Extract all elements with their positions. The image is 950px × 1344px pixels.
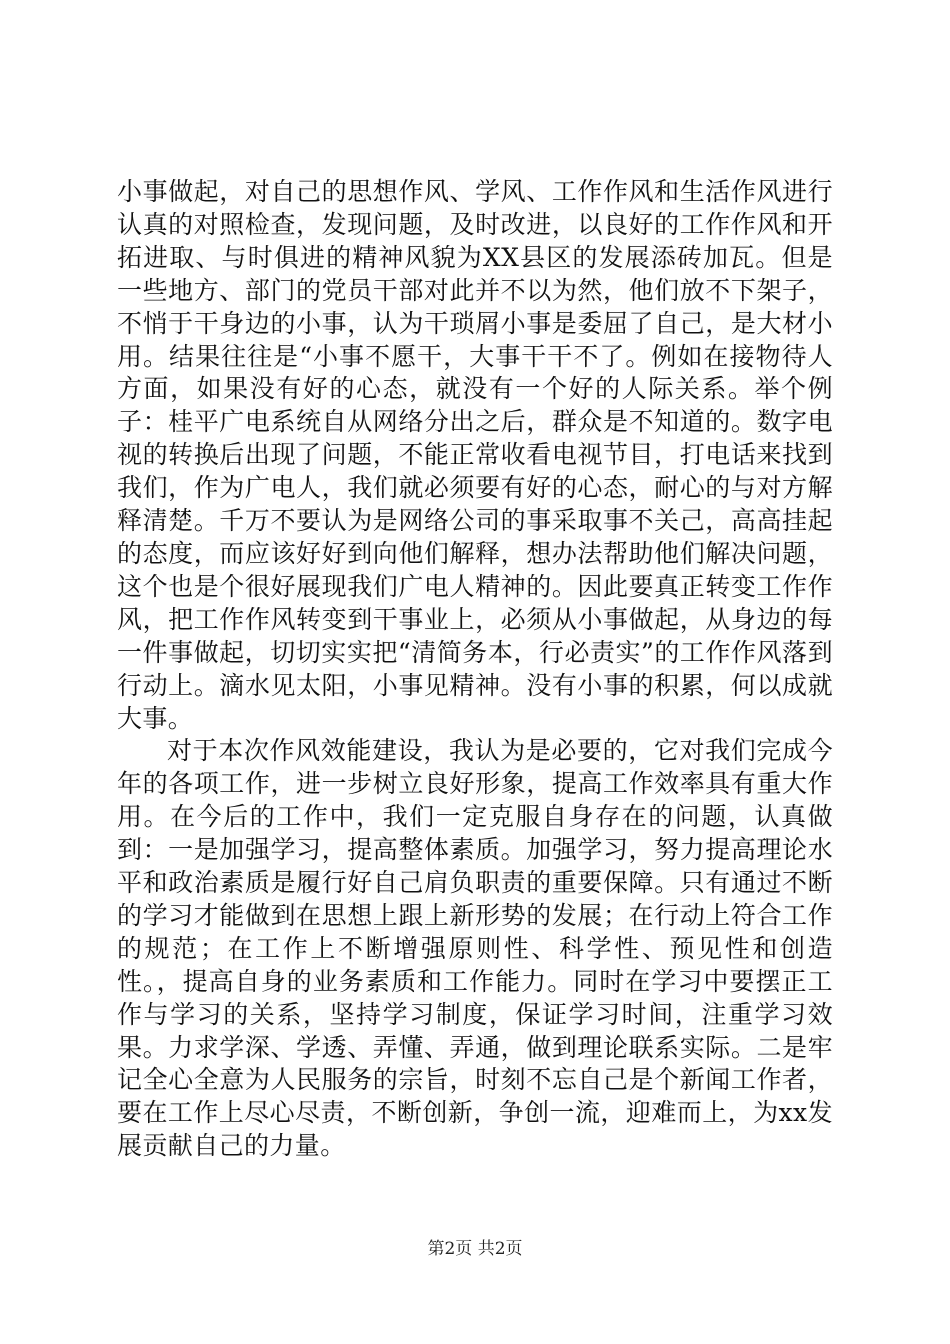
paragraph-work-style: 对于本次作风效能建设，我认为是必要的，它对我们完成今年的各项工作，进一步树立良好形象，提高工作效率具有重大作用。在今后的工作中，我们一定克服自身存在的问题，认真做到：一是加强学习，提高整体素质。加强学习，努力提高理论水平和政治素质是履行好自己肩负职责的重要保障。只有通过不断的学习才能做到在思想上跟上新形势的发展；在行动上符合工作的规范；在工作上不断增强原则性、科学性、预见性和创造性。，提高自身的业务素质和工作能力。同时在学习中要摆正工作与学习的关系，坚持学习制度，保证学习时间，注重学习效果。力求学深、学透、弄懂、弄通，做到理论联系实际。二是牢记全心全意为人民服务的宗旨，时刻不忘自己是个新闻工作者，要在工作上尽心尽责，不断创新，争创一流，迎难而上，为xx发展贡献自己的力量。 [117,736,833,1161]
document-body [117,176,833,1163]
paragraph-continuation: 小事做起，对自己的思想作风、学风、工作作风和生活作风进行认真的对照检查，发现问题，及时改进，以良好的工作作风和开拓进取、与时俱进的精神风貌为XX县区的发展添砖加瓦。但是一些地方、部门的党员干部对此并不以为然，他们放不下架子，不悄于干身边的小事，认为干琐屑小事是委屈了自己，是大材小用。结果往往是“小事不愿干，大事干干不了。例如在接物待人方面，如果没有好的心态，就没有一个好的人际关系。举个例子：桂平广电系统自从网络分出之后，群众是不知道的。数字电视的转换后出现了问题，不能正常收看电视节目，打电话来找到我们，作为广电人，我们就必须要有好的心态，耐心的与对方解释清楚。千万不要认为是网络公司的事采取事不关己，高高挂起的态度，而应该好好到向他们解释，想办法帮助他们解决问题，这个也是个很好展现我们广电人精神的。因此要真正转变工作作风，把工作作风转变到干事业上，必须从小事做起，从身边的每一件事做起，切切实实把“清简务本，行必责实”的工作作风落到行动上。滴水见太阳，小事见精神。没有小事的积累，何以成就大事。 [117,177,833,733]
page-number-footer: 第2页 共2页 [427,1239,523,1259]
